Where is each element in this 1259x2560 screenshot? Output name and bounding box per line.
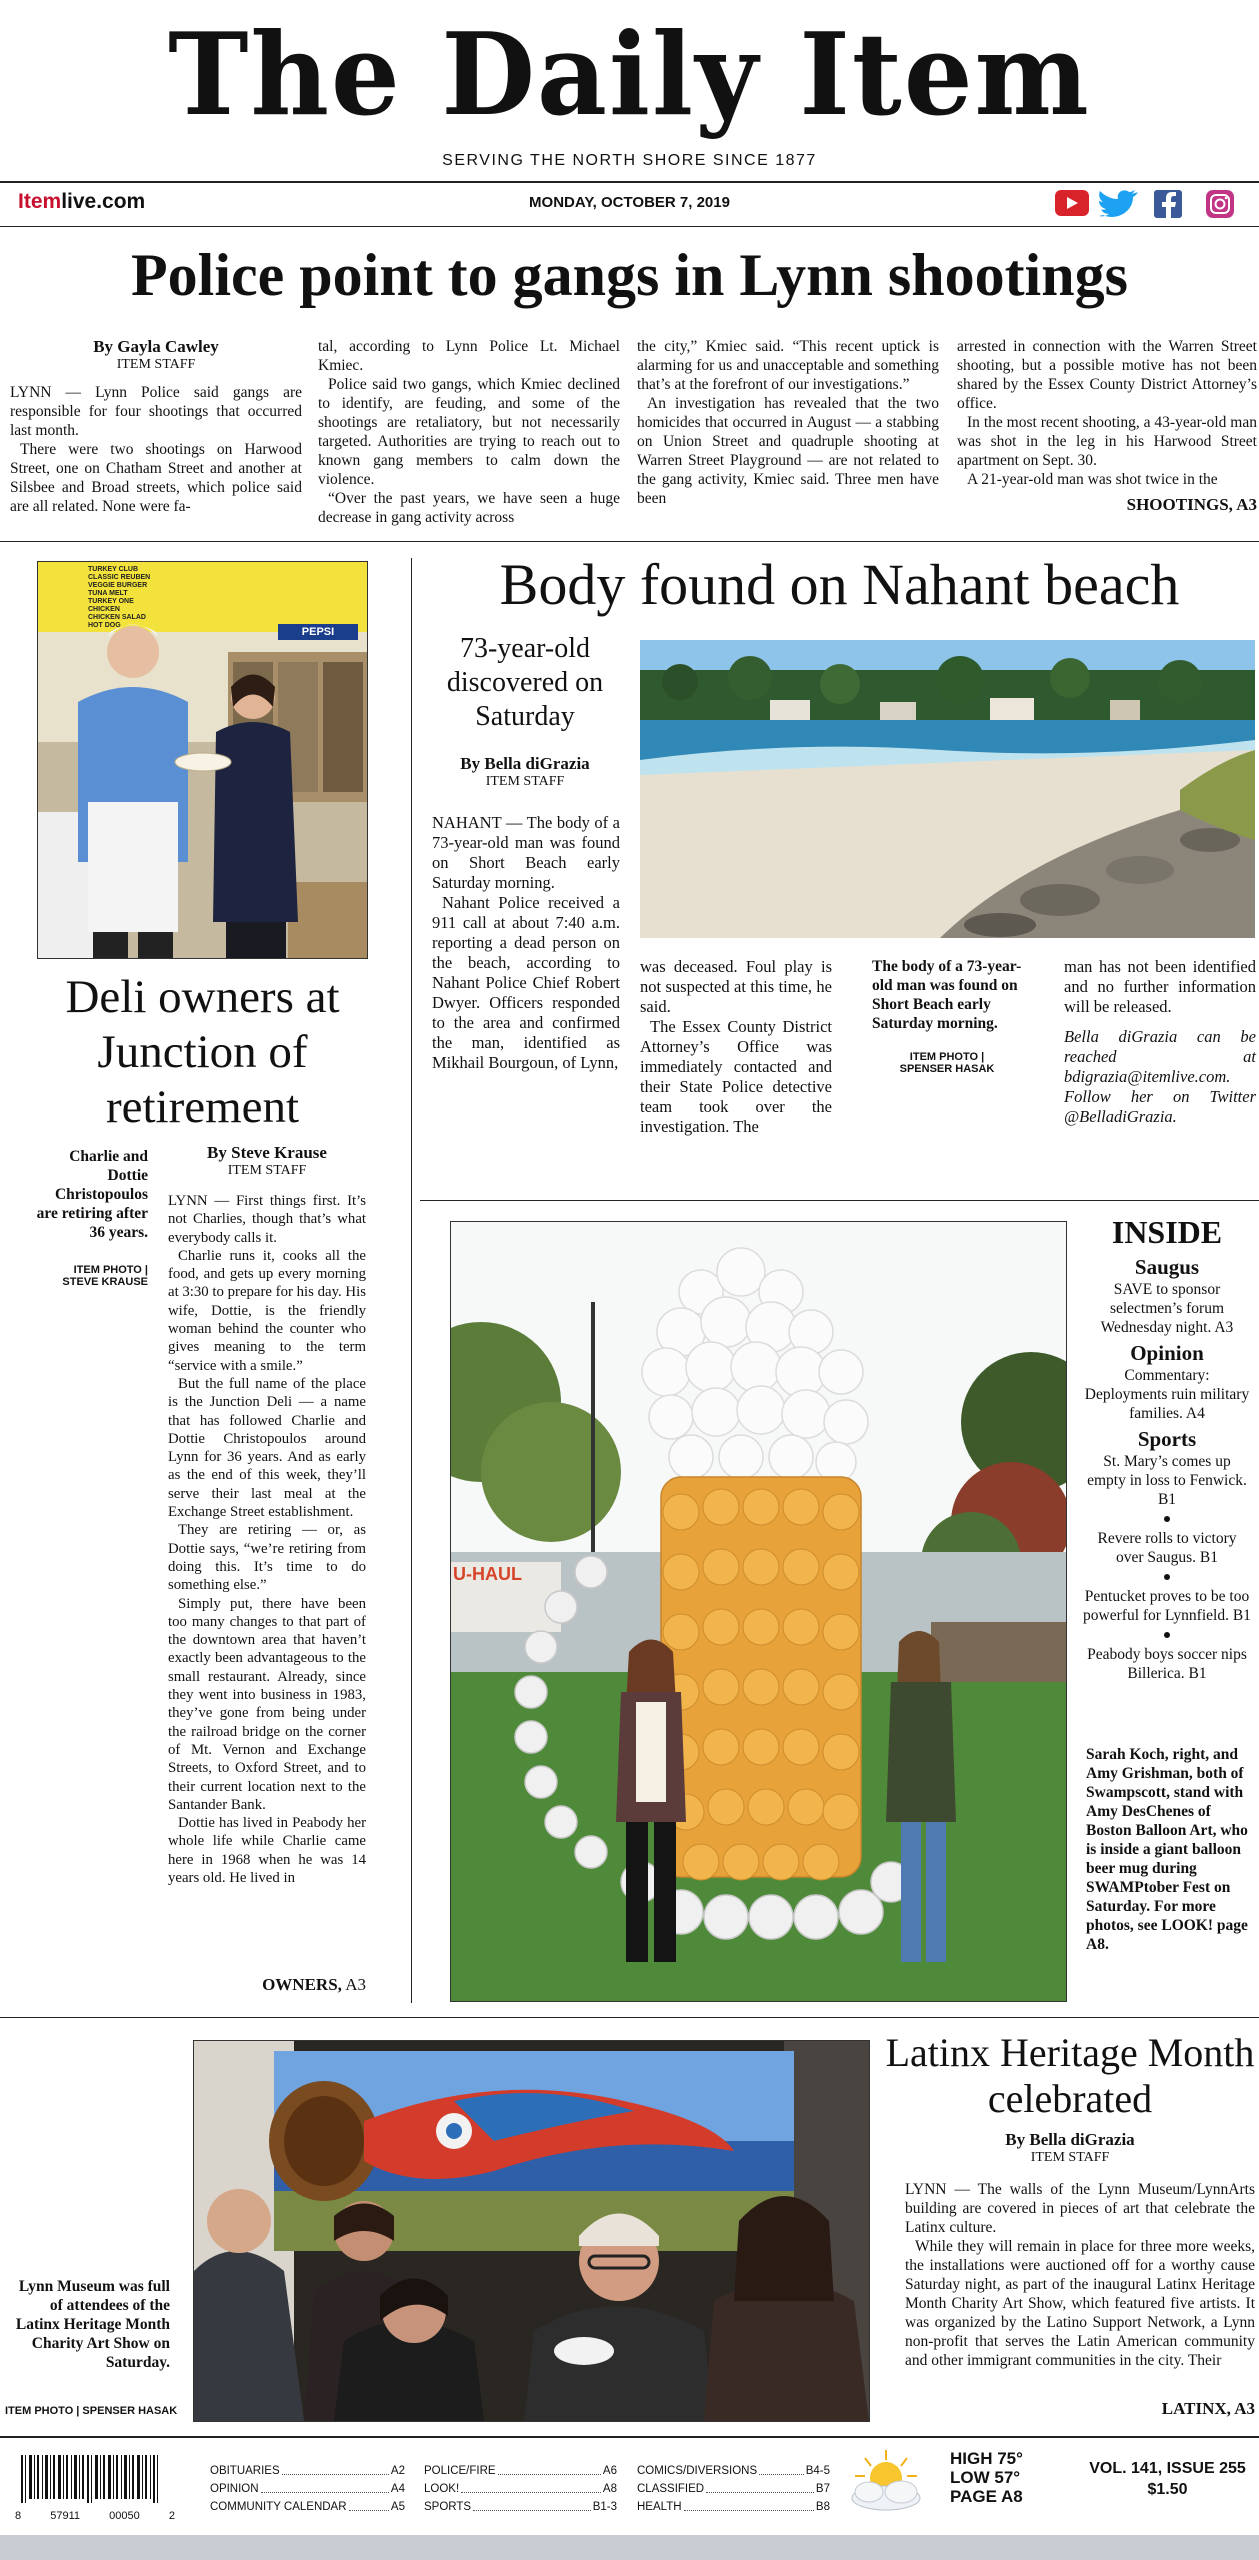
lead-col4-p1: arrested in connection with the Warren Street shooting, but a possible motive has not been shared by the Essex County District Attorney’s office.	[957, 338, 1257, 412]
latinx-photo-art	[194, 2041, 869, 2421]
index-entry[interactable]	[637, 2480, 830, 2498]
lead-col2-p1: tal, according to Lynn Police Lt. Michael Kmiec.	[318, 338, 620, 374]
inside-section-item[interactable]: SAVE to sponsor selectmen’s forum Wednesday night. A3	[1100, 1281, 1234, 1336]
inside-section-head: Opinion	[1130, 1341, 1204, 1365]
inside-section-item[interactable]: Revere rolls to victory over Saugus. B1	[1097, 1530, 1237, 1566]
deli-jump[interactable]	[168, 1975, 366, 1995]
lead-byline: By Gayla Cawley	[93, 337, 219, 356]
lead-staff: ITEM STAFF	[116, 357, 196, 372]
barcode-digit-group: 2	[168, 2510, 175, 2522]
index-entry[interactable]	[637, 2462, 830, 2480]
deli-divider	[411, 558, 412, 2003]
section-bottom-rule	[0, 2017, 1259, 2018]
weather-icon	[845, 2446, 927, 2516]
nahant-credit-line1: ITEM PHOTO |	[909, 1051, 985, 1063]
index-page: B8	[815, 2501, 830, 2513]
issue-price: $1.50	[1147, 2481, 1188, 2498]
deli-headline[interactable]: Deli owners at Junction of retirement	[65, 971, 340, 1133]
inside-section-head: Saugus	[1134, 1255, 1200, 1279]
youtube-icon[interactable]	[1055, 190, 1089, 216]
lead-col3-p2: An investigation has revealed that the two homicides that occurred in August — a stabbing on Union Street and quadruple shooting at Warren Street Playground — are not related to the gang activity, Kmiec said. Three men have been	[637, 395, 939, 507]
index-page: A6	[602, 2465, 617, 2477]
index-page: A2	[390, 2465, 405, 2477]
nahant-subhead: 73-year-old discovered on Saturday	[446, 633, 604, 732]
nahant-column-2	[640, 957, 832, 1137]
index-label: OBITUARIES	[210, 2465, 280, 2477]
issue-info	[1080, 2458, 1255, 2500]
bullet-dot	[1164, 1516, 1170, 1522]
bullet-dot	[1164, 1632, 1170, 1638]
deli-sign-item: VEGGIE BURGER	[88, 582, 148, 589]
latinx-p2: While they will remain in place for three more weeks, the installations were auctioned off for a worthy cause Saturday night, as part of the inaugural Latinx Heritage Month Charity Art Show, which featured five artists. It was organized by the Latino Support Network, a Lynn non-profit that serves the Latin American community and other immigrant communities in the city. Their	[905, 2238, 1255, 2369]
latinx-photo	[193, 2040, 870, 2422]
balloon-photo-art	[451, 1222, 1066, 2001]
index-entry[interactable]	[210, 2462, 405, 2480]
instagram-icon[interactable]	[1206, 190, 1234, 218]
index-entry[interactable]	[424, 2462, 617, 2480]
bullet-dot	[1164, 1574, 1170, 1580]
masthead-rule-top	[0, 181, 1259, 183]
nahant-staff: ITEM STAFF	[485, 774, 565, 789]
nahant-headline[interactable]: Body found on Nahant beach	[499, 552, 1180, 617]
nahant-photo-credit	[872, 1051, 1022, 1075]
index-page: A5	[390, 2501, 405, 2513]
facebook-icon[interactable]	[1154, 190, 1182, 218]
index-page: B4-5	[805, 2465, 830, 2477]
nahant-beach-art	[640, 640, 1255, 938]
lead-headline[interactable]: Police point to gangs in Lynn shootings	[131, 242, 1128, 308]
deli-jump-page: A3	[345, 1975, 366, 1994]
index-page: A8	[602, 2483, 617, 2495]
index-page: B1-3	[592, 2501, 617, 2513]
index-entry[interactable]	[424, 2498, 617, 2516]
lead-jump[interactable]: SHOOTINGS, A3	[1126, 495, 1257, 514]
barcode-digits	[15, 2510, 175, 2522]
website-prefix: Item	[18, 190, 62, 213]
nahant-caption: The body of a 73-year-old man was found on Short Beach early Saturday morning.	[872, 958, 1022, 1032]
nahant-column-1	[432, 813, 620, 1073]
index-page: A4	[390, 2483, 405, 2495]
barcode-art	[15, 2455, 175, 2503]
index-label: CLASSIFIED	[637, 2483, 705, 2495]
social-icons	[1053, 187, 1243, 219]
inside-section-head: Sports	[1137, 1427, 1197, 1451]
lead-col2-p3: “Over the past years, we have seen a huge decrease in gang activity across	[318, 490, 620, 526]
weather-page: PAGE A8	[950, 2487, 1023, 2506]
lead-col1-p1: LYNN — Lynn Police said gangs are responsible for four shootings that occurred last month.	[10, 384, 302, 439]
latinx-caption: Lynn Museum was full of attendees of the Latinx Heritage Month Charity Art Show on Saturday.	[15, 2278, 170, 2371]
index-entry[interactable]	[424, 2480, 617, 2498]
pepsi-sign: PEPSI	[278, 624, 358, 640]
deli-p1: LYNN — First things first. It’s not Charlies, though that’s what everybody calls it.	[168, 1193, 366, 1246]
index-label: POLICE/FIRE	[424, 2465, 496, 2477]
nahant-caption-block	[872, 957, 1022, 1075]
weather-low: LOW 57°	[950, 2468, 1021, 2487]
deli-photo	[37, 561, 368, 959]
inside-box	[1082, 1213, 1252, 1683]
lead-column-1	[10, 337, 302, 516]
deli-p4: They are retiring — or, as Dottie says, “we’re retiring from doing this. It’s time to do something else.”	[168, 1522, 366, 1594]
deli-sign-item: TUNA MELT	[88, 590, 128, 597]
deli-p3: But the full name of the place is the Junction Deli — a name that has followed Charlie and Dottie Christopoulos around Lynn for 36 years. And as early as the end of this week, they’ll serve their last meal at the Exchange Street establishment.	[168, 1375, 366, 1521]
footer-top-rule	[0, 2436, 1259, 2438]
index-label: COMMUNITY CALENDAR	[210, 2501, 347, 2513]
masthead-rule-bottom	[0, 226, 1259, 227]
deli-photo-credit	[30, 1264, 148, 1288]
weather-high: HIGH 75°	[950, 2449, 1023, 2468]
index-entry[interactable]	[637, 2498, 830, 2516]
nahant-col1-p2: Nahant Police received a 911 call at about 7:40 a.m. reporting a dead person on the beach, according to Nahant Police Chief Robert Dwyer. Officers responded to the area and confirmed the man, identified as Mikhail Bourgoun, of Lynn,	[432, 893, 620, 1072]
deli-sign-item: CHICKEN	[88, 606, 120, 613]
latinx-p1: LYNN — The walls of the Lynn Museum/LynnArts building are covered in pieces of art that celebrate the Latinx culture.	[905, 2181, 1255, 2236]
lead-col4-p3: A 21-year-old man was shot twice in the	[967, 471, 1218, 488]
inside-section-item[interactable]: Peabody boys soccer nips Billerica. B1	[1087, 1646, 1247, 1682]
deli-sign-item: CLASSIC REUBEN	[88, 574, 151, 581]
nahant-beach-photo	[640, 640, 1255, 938]
balloon-photo	[450, 1221, 1067, 2002]
nahant-col3-p1: man has not been identified and no further information will be released.	[1064, 957, 1256, 1016]
issue-date: MONDAY, OCTOBER 7, 2019	[529, 194, 730, 211]
deli-p5: Simply put, there have been too many changes to that part of the downtown area that haven’t exactly been advantageous to the small restaurant. Already, since they went into business in 1983, they’ve gone from being under the railroad bridge on the corner of Mt. Vernon and Exchange Streets, to Oxford Street, and to their current location next to the Santander Bank.	[168, 1595, 366, 1813]
deli-staff: ITEM STAFF	[227, 1163, 307, 1178]
index-label: HEALTH	[637, 2501, 682, 2513]
nahant-col2-p1: was deceased. Foul play is not suspected at this time, he said.	[640, 957, 832, 1016]
deli-p2: Charlie runs it, cooks all the food, and gets up every morning at 3:30 to prepare for his day. His wife, Dottie, is the friendly woman behind the counter who gives meaning to the term “service with a smile.”	[168, 1247, 366, 1374]
nahant-column-3	[1064, 957, 1256, 1127]
nahant-credit-line2: SPENSER HASAK	[899, 1063, 995, 1075]
nahant-byline: By Bella diGrazia	[460, 754, 590, 773]
lead-col3-p1: the city,” Kmiec said. “This recent uptick is alarming for us and unacceptable and something that’s at the forefront of our investigations.”	[637, 338, 939, 393]
deli-sign-item: HOT DOG	[88, 622, 121, 629]
nahant-col2-p2: The Essex County District Attorney’s Office was immediately contacted and their State Police detective team took over the investigation. The	[640, 1017, 832, 1136]
barcode	[15, 2455, 175, 2522]
deli-p6: Dottie has lived in Peabody her whole life while Charlie came here in 1968 when he was 14 years old. He lived in	[168, 1815, 366, 1886]
deli-jump-word: OWNERS,	[262, 1975, 342, 1994]
index-label: SPORTS	[424, 2501, 472, 2513]
lead-col2-p2: Police said two gangs, which Kmiec declined to identify, are feuding, and some of the shootings are retaliatory, but not necessarily targeted. Authorities are trying to reach out to known gang members to calm down the violence.	[318, 376, 620, 488]
index-page: B7	[815, 2483, 830, 2495]
masthead-tagline: SERVING THE NORTH SHORE SINCE 1877	[442, 152, 817, 169]
barcode-digit-group: 57911	[50, 2510, 81, 2522]
deli-credit-line2: STEVE KRAUSE	[62, 1276, 148, 1288]
masthead-title: The Daily Item	[168, 8, 1091, 142]
lead-column-3	[637, 337, 939, 508]
latinx-staff: ITEM STAFF	[1030, 2150, 1110, 2165]
index-column-1	[210, 2462, 405, 2516]
nahant-contact: Bella diGrazia can be reached at bdigrazia@itemlive.com. Follow her on Twitter @BelladiGrazia.	[1064, 1027, 1256, 1126]
latinx-jump[interactable]: LATINX, A3	[1161, 2399, 1255, 2418]
barcode-digit-group: 00050	[109, 2510, 140, 2522]
inside-section-item[interactable]: St. Mary’s comes up empty in loss to Fenwick. B1	[1087, 1453, 1247, 1508]
index-column-2	[424, 2462, 617, 2516]
volume-issue: VOL. 141, ISSUE 255	[1089, 2460, 1246, 2477]
nahant-byline-block	[425, 754, 625, 790]
lead-column-2	[318, 337, 620, 527]
website-suffix: live.com	[61, 190, 146, 213]
lead-bottom-rule	[0, 541, 1259, 542]
nahant-col1-p1: NAHANT — The body of a 73-year-old man was found on Short Beach early Saturday morning.	[432, 813, 620, 892]
twitter-icon[interactable]	[1099, 190, 1138, 217]
deli-sign	[88, 566, 318, 630]
deli-body	[168, 1143, 366, 1887]
index-label: OPINION	[210, 2483, 259, 2495]
uhaul-sign: U-HAUL	[453, 1564, 522, 1584]
latinx-byline: By Bella diGrazia	[1005, 2130, 1135, 2149]
latinx-caption-block	[5, 2277, 170, 2372]
index-entry[interactable]	[210, 2480, 405, 2498]
deli-sign-item: TURKEY ONE	[88, 598, 134, 605]
deli-sign-item: TURKEY CLUB	[88, 566, 139, 573]
deli-sign-item: CHICKEN SALAD	[88, 614, 146, 621]
index-label: COMICS/DIVERSIONS	[637, 2465, 758, 2477]
deli-caption: Charlie and Dottie Christopoulos are retiring after 36 years.	[36, 1148, 148, 1241]
latinx-body	[905, 2180, 1255, 2370]
deli-credit-line1: ITEM PHOTO |	[73, 1264, 148, 1276]
balloon-caption: Sarah Koch, right, and Amy Grishman, both of Swampscott, stand with Amy DesChenes of Boston Balloon Art, who is inside a giant balloon beer mug during SWAMPtober Fest on Saturday. For more photos, see LOOK! page A8.	[1086, 1746, 1248, 1953]
index-column-3	[637, 2462, 830, 2516]
barcode-digit-group: 8	[15, 2510, 22, 2522]
deli-byline: By Steve Krause	[207, 1143, 327, 1162]
deli-caption-block	[30, 1147, 148, 1288]
lead-column-4	[957, 337, 1257, 515]
inside-section-item[interactable]: Pentucket proves to be too powerful for Lynnfield. B1	[1083, 1588, 1251, 1624]
inside-section-item[interactable]: Commentary: Deployments ruin military families. A4	[1084, 1367, 1250, 1422]
index-entry[interactable]	[210, 2498, 405, 2516]
inside-title: INSIDE	[1111, 1214, 1223, 1250]
latinx-byline-block	[885, 2130, 1255, 2166]
lead-col1-p2: There were two shootings on Harwood Street, one on Chatham Street and another at Silsbee and Broad streets, which police said are all related. None were fa-	[10, 441, 302, 515]
weather-block	[950, 2449, 1070, 2506]
index-label: LOOK!	[424, 2483, 460, 2495]
nahant-bottom-rule	[420, 1200, 1259, 1201]
bottom-gray-band	[0, 2535, 1259, 2560]
latinx-photo-credit: ITEM PHOTO | SPENSER HASAK	[5, 2405, 178, 2417]
latinx-headline[interactable]: Latinx Heritage Month celebrated	[885, 2030, 1255, 2121]
lead-col4-p2: In the most recent shooting, a 43-year-old man was shot in the leg in his Harwood Street apartment on Sept. 30.	[957, 414, 1257, 469]
